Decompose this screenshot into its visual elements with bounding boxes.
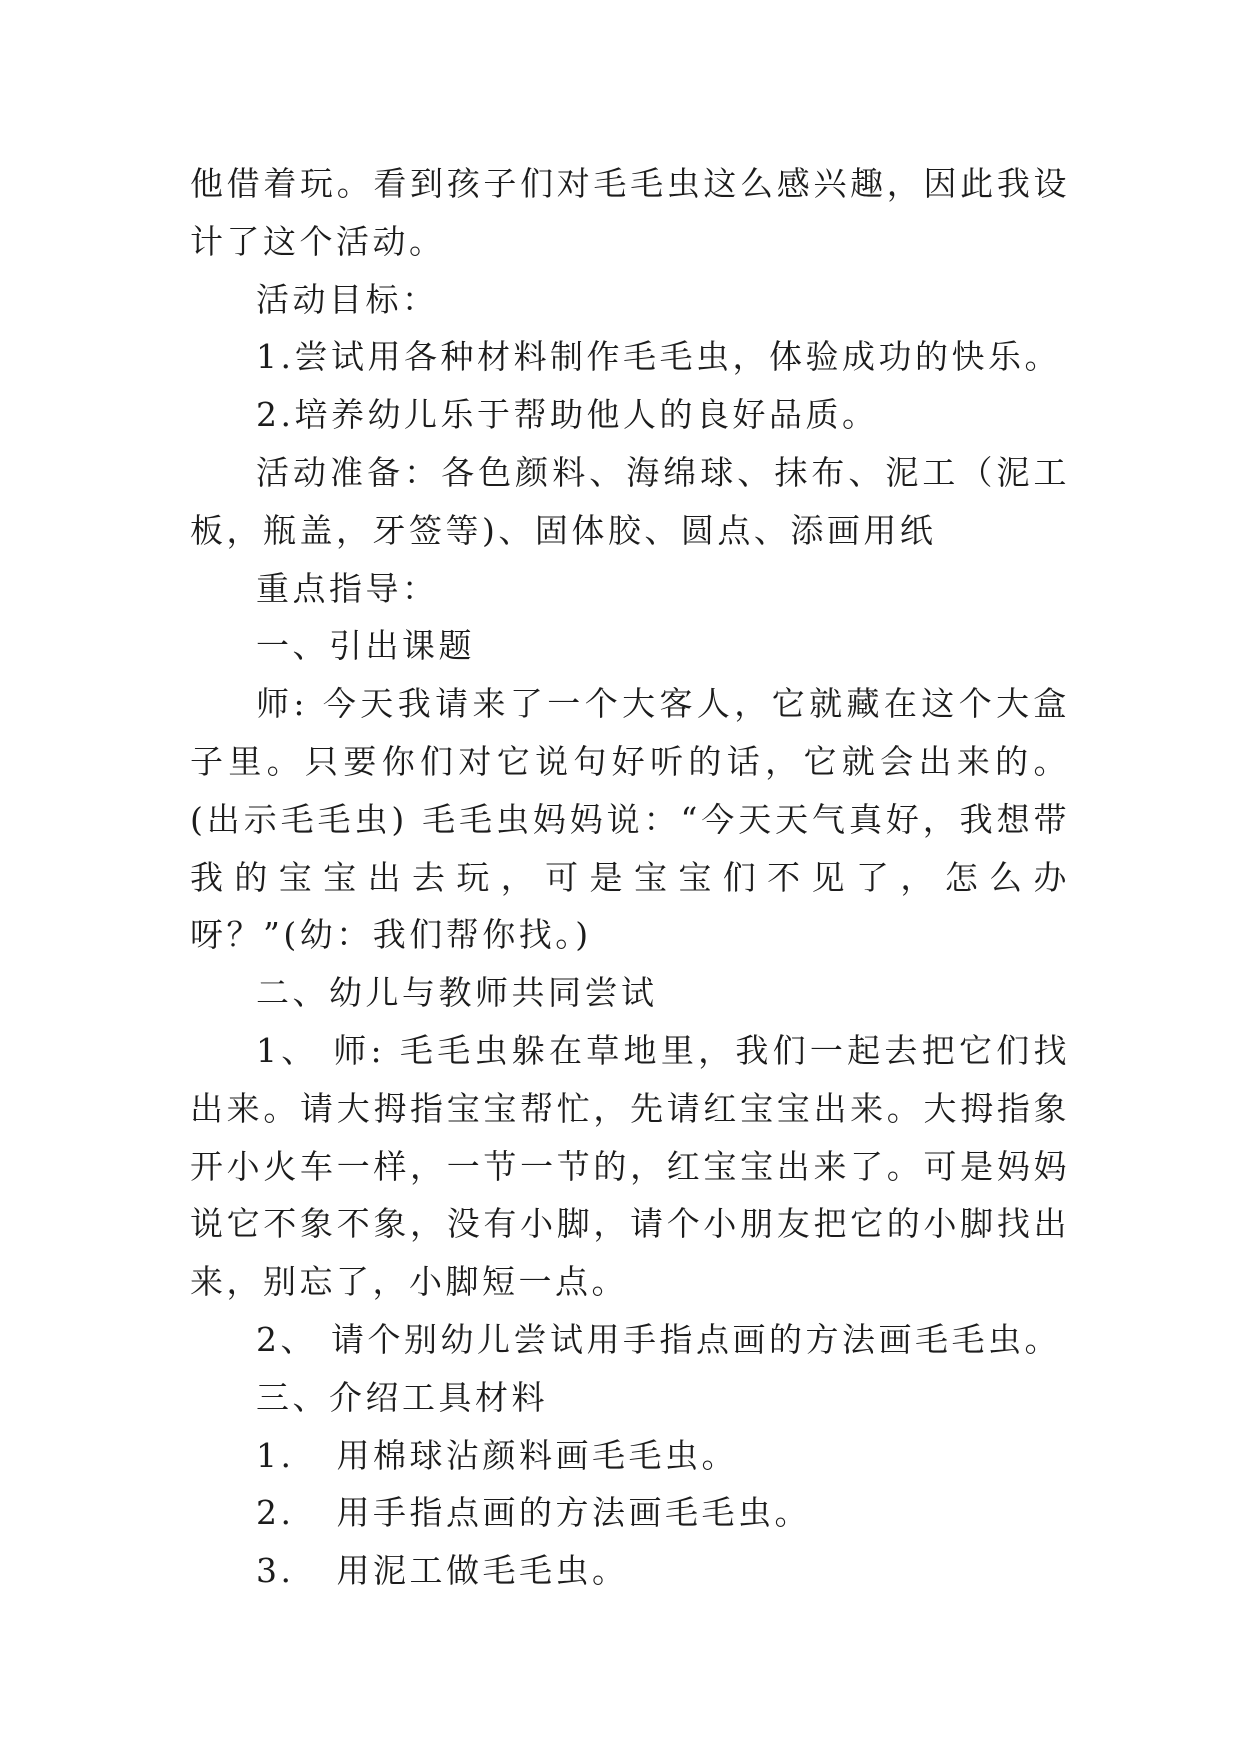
- section-heading-3: 三、介绍工具材料: [256, 1377, 548, 1417]
- paragraph-teacher-introduction: 师: 今天我请来了一个大客人，它就藏在这个大盒子里。只要你们对它说句好听的话，它就会出来的。(出示毛毛虫) 毛毛虫妈妈说：“今天天气真好，我想带我的宝宝出去玩，可是宝宝们不见了，怎么办呀？”(幼：我们帮你找。): [190, 684, 1070, 955]
- goal-item-2: 2.培养幼儿乐于帮助他人的良好品质。: [256, 395, 879, 435]
- section-heading-1: 一、引出课题: [256, 626, 475, 666]
- heading-key-guidance: 重点指导：: [256, 568, 439, 608]
- material-item-2: 2. 用手指点画的方法画毛毛虫。: [256, 1493, 811, 1533]
- material-item-1: 1. 用棉球沾颜料画毛毛虫。: [256, 1435, 738, 1475]
- heading-activity-goals: 活动目标：: [256, 279, 439, 319]
- paragraph-step-1: 1、 师: 毛毛虫躲在草地里，我们一起去把它们找出来。请大拇指宝宝帮忙，先请红宝宝出来。大拇指象开小火车一样，一节一节的，红宝宝出来了。可是妈妈说它不象不象，没有小脚，请个小朋友把它的小脚找出来，别忘了，小脚短一点。: [190, 1030, 1070, 1302]
- paragraph-intro-continued: 他借着玩。看到孩子们对毛毛虫这么感兴趣，因此我设计了这个活动。: [190, 164, 1070, 261]
- section-heading-2: 二、幼儿与教师共同尝试: [256, 973, 658, 1013]
- paragraph-activity-preparation: 活动准备：各色颜料、海绵球、抹布、泥工（泥工板，瓶盖，牙签等)、固体胶、圆点、添画用纸: [190, 452, 1070, 550]
- material-item-3: 3. 用泥工做毛毛虫。: [256, 1551, 629, 1591]
- document-body: [190, 155, 1070, 1600]
- paragraph-step-2: 2、 请个别幼儿尝试用手指点画的方法画毛毛虫。: [256, 1319, 1061, 1359]
- goal-item-1: 1.尝试用各种材料制作毛毛虫，体验成功的快乐。: [256, 337, 1061, 377]
